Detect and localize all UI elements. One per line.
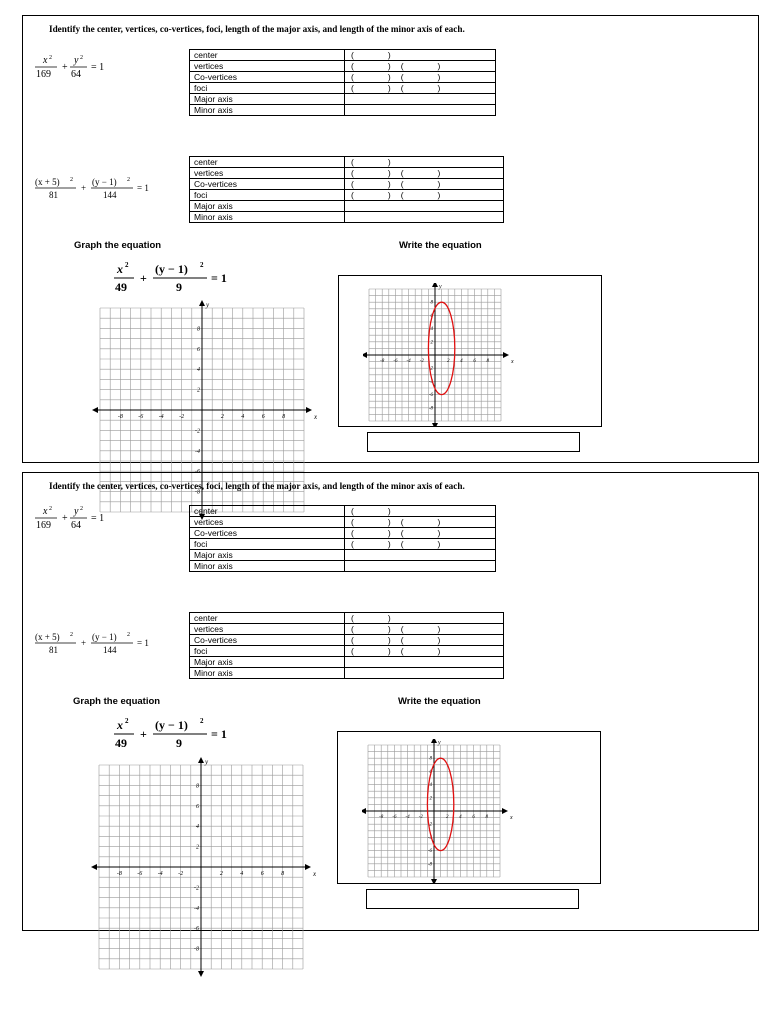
svg-text:y: y (74, 506, 79, 517)
equation-1 (35, 52, 125, 86)
cell-answer[interactable]: ( ) (345, 157, 504, 168)
eq2-den-a: 81 (49, 190, 58, 200)
x-axis-arrow (92, 407, 98, 413)
x-tick-label: 8 (486, 359, 490, 364)
eq2-den-b: 144 (103, 190, 117, 200)
svg-text:2: 2 (49, 506, 52, 512)
y-tick-label: 4 (430, 327, 433, 333)
x-tick-label: 6 (472, 815, 475, 820)
eq3-exp-a: 2 (125, 261, 129, 269)
table-row-vertices: vertices ( ) ( ) (190, 61, 496, 72)
x-tick-label: 2 (446, 359, 450, 364)
cell-answer[interactable] (345, 561, 496, 572)
cell-answer[interactable]: ( ) ( ) (345, 61, 496, 72)
svg-text:9: 9 (176, 736, 182, 750)
x-tick-label: -4 (406, 359, 411, 364)
cell-answer[interactable]: ( ) ( ) (345, 517, 496, 528)
x-tick-label: 6 (261, 414, 265, 420)
y-tick-label: -4 (428, 379, 433, 385)
svg-text:= 1: = 1 (137, 638, 149, 648)
y-tick-label: -8 (194, 946, 199, 953)
equation-2-formula (35, 176, 165, 206)
y-tick-label: 6 (197, 346, 200, 353)
eq1-num-b: y (74, 55, 79, 66)
x-tick-label: -2 (179, 414, 185, 420)
svg-text:64: 64 (71, 520, 81, 531)
equation-1-formula (35, 52, 125, 86)
x-tick-label: -6 (137, 871, 143, 877)
svg-text:(x + 5): (x + 5) (35, 632, 60, 642)
y-tick-label: 2 (429, 796, 432, 802)
x-tick-label: -4 (405, 815, 410, 820)
eq3-rhs: = 1 (211, 271, 227, 285)
y-tick-label: 4 (196, 824, 199, 831)
x-tick-label: -2 (178, 871, 184, 877)
x-tick-label: -4 (157, 871, 163, 877)
svg-text:2: 2 (125, 717, 129, 725)
cell-answer[interactable]: ( ) (345, 506, 496, 517)
eq2-rhs: = 1 (137, 183, 149, 193)
table-row-major-axis: Major axis (190, 94, 496, 105)
svg-text:+: + (81, 638, 87, 648)
table-row-minor-axis: Minor axis (190, 105, 496, 116)
x-tick-label: 4 (459, 815, 462, 820)
x-axis-arrow (362, 808, 366, 814)
y-tick-label: -4 (194, 905, 199, 912)
x-tick-label: -2 (419, 359, 424, 364)
x-axis-label: x (314, 413, 318, 421)
eq2-plus: + (81, 183, 87, 193)
cell-answer[interactable] (345, 657, 504, 668)
eq1-exp-b: 2 (80, 55, 83, 61)
graph-heading: Graph the equation (74, 240, 162, 251)
eq2-num-a: (x + 5) (35, 177, 60, 187)
ellipse-graph-frame (338, 275, 602, 427)
table-row-foci: foci ( ) ( ) (190, 190, 504, 201)
table-row-minor-axis: Minor axis (190, 561, 496, 572)
y-tick-label: 8 (429, 756, 432, 762)
x-tick-label: 6 (473, 359, 476, 364)
y-axis-label: y (439, 284, 442, 290)
y-tick-label: -4 (195, 448, 200, 455)
equation-3 (114, 261, 254, 297)
equation-1-formula (35, 503, 125, 537)
y-axis-label: y (206, 301, 210, 309)
svg-text:(y − 1): (y − 1) (92, 632, 117, 642)
x-tick-label: 2 (220, 414, 224, 420)
x-tick-label: -6 (138, 414, 144, 420)
y-tick-label: 6 (430, 313, 433, 319)
svg-text:(y − 1): (y − 1) (155, 718, 188, 732)
cell-answer[interactable] (345, 668, 504, 679)
x-axis-arrow (305, 864, 311, 870)
write-heading: Write the equation (399, 240, 482, 251)
x-tick-label: -8 (380, 359, 385, 364)
eq3-num-a: x (117, 262, 123, 276)
y-tick-label: -2 (195, 428, 200, 435)
eq1-rhs: = 1 (91, 62, 105, 73)
equation-3-formula (114, 717, 254, 753)
table-row-major-axis: Major axis (190, 550, 496, 561)
y-tick-label: -8 (195, 489, 200, 496)
x-tick-label: -8 (116, 871, 122, 877)
table-row-major-axis: Major axis (190, 201, 504, 212)
y-tick-label: 8 (196, 783, 199, 790)
equation-2-formula (35, 631, 165, 661)
cell-answer[interactable]: ( ) ( ) (345, 646, 504, 657)
table-eq2 (189, 612, 504, 679)
cell-answer[interactable]: ( ) ( ) (345, 83, 496, 94)
equation-answer-box[interactable] (366, 889, 579, 909)
y-tick-label: -8 (428, 406, 433, 412)
eq1-plus: + (62, 62, 68, 73)
x-axis-label: x (511, 359, 514, 365)
x-tick-label: 4 (241, 414, 245, 420)
y-tick-label: -2 (194, 885, 199, 892)
cell-label: center (190, 50, 345, 61)
cell-answer[interactable] (345, 212, 504, 223)
svg-text:= 1: = 1 (211, 727, 227, 741)
y-tick-label: -6 (195, 469, 200, 476)
table-eq1 (189, 49, 496, 116)
y-axis-arrow (198, 971, 204, 977)
y-tick-label: 4 (197, 367, 200, 374)
worksheet-1 (22, 15, 759, 496)
x-tick-label: 2 (219, 871, 223, 877)
y-axis-arrow (198, 757, 204, 763)
svg-text:x: x (43, 506, 48, 517)
equation-2 (35, 631, 165, 661)
x-tick-label: -8 (379, 815, 384, 820)
x-tick-label: -8 (117, 414, 123, 420)
cell-answer[interactable]: ( ) (345, 50, 496, 61)
worksheet-2 (22, 472, 759, 953)
equation-2 (35, 176, 165, 206)
eq1-den-b: 64 (71, 69, 81, 80)
table-eq2 (189, 156, 504, 223)
x-tick-label: 2 (445, 815, 449, 820)
x-axis-arrow (306, 407, 312, 413)
coordinate-grid (91, 757, 325, 977)
y-tick-label: -6 (194, 926, 199, 933)
eq3-plus: + (140, 271, 147, 285)
table-row-foci: foci ( ) ( ) (190, 539, 496, 550)
y-tick-label: -6 (427, 849, 432, 855)
eq1-num-a: x (43, 55, 48, 66)
x-tick-label: -4 (158, 414, 164, 420)
cell-answer[interactable]: ( ) ( ) (345, 72, 496, 83)
cell-answer[interactable]: ( ) ( ) (345, 539, 496, 550)
table-row-vertices: vertices ( ) ( ) (190, 624, 504, 635)
svg-text:2: 2 (127, 632, 130, 638)
y-tick-label: -2 (427, 822, 432, 828)
svg-text:+: + (140, 727, 147, 741)
y-tick-label: 8 (197, 326, 200, 333)
y-axis-label: y (438, 740, 441, 746)
table-row-vertices: vertices ( ) ( ) (190, 517, 496, 528)
table-row-center: center ( ) (190, 157, 504, 168)
eq2-num-b: (y − 1) (92, 177, 117, 187)
y-axis-arrow (432, 423, 438, 427)
y-tick-label: 2 (430, 340, 433, 346)
svg-text:x: x (117, 718, 123, 732)
table-row-co-vertices: Co-vertices ( ) ( ) (190, 179, 504, 190)
svg-text:81: 81 (49, 645, 58, 655)
graph-heading: Graph the equation (73, 696, 161, 707)
cell-answer[interactable] (345, 201, 504, 212)
x-axis-label: x (510, 815, 513, 821)
table-row-co-vertices: Co-vertices ( ) ( ) (190, 72, 496, 83)
y-axis-label: y (205, 758, 209, 766)
svg-text:2: 2 (200, 717, 204, 725)
blank-graph[interactable] (91, 757, 325, 977)
svg-text:144: 144 (103, 645, 117, 655)
eq3-den-a: 49 (115, 280, 127, 294)
table-row-center: center ( ) (190, 506, 496, 517)
table-row-minor-axis: Minor axis (190, 668, 504, 679)
cell-answer[interactable]: ( ) ( ) (345, 190, 504, 201)
svg-text:49: 49 (115, 736, 127, 750)
coordinate-grid (363, 283, 521, 427)
x-axis-label: x (313, 870, 317, 878)
table-row-minor-axis: Minor axis (190, 212, 504, 223)
y-tick-label: 4 (429, 783, 432, 789)
equation-1 (35, 503, 125, 537)
table-row-co-vertices: Co-vertices ( ) ( ) (190, 528, 496, 539)
cell-answer[interactable]: ( ) ( ) (345, 635, 504, 646)
x-tick-label: 8 (485, 815, 489, 820)
table-row-center (190, 50, 496, 61)
cell-answer[interactable]: ( ) ( ) (345, 168, 504, 179)
worksheet-title: Identify the center, vertices, co-vertices, foci, length of the major axis, and length of the minor axis of each. (49, 24, 465, 34)
coordinate-grid (362, 739, 520, 883)
eq3-den-b: 9 (176, 280, 182, 294)
cell-answer[interactable] (345, 550, 496, 561)
x-axis-arrow (502, 808, 508, 814)
x-axis-arrow (503, 352, 509, 358)
y-tick-label: 8 (430, 300, 433, 306)
cell-answer[interactable]: ( ) ( ) (345, 624, 504, 635)
x-tick-label: 8 (281, 871, 285, 877)
ellipse-graph (363, 283, 521, 427)
x-tick-label: -6 (392, 815, 397, 820)
x-axis-arrow (91, 864, 97, 870)
y-tick-label: 2 (197, 387, 200, 394)
table-row-co-vertices: Co-vertices ( ) ( ) (190, 635, 504, 646)
table-row-foci: foci ( ) ( ) (190, 83, 496, 94)
y-axis-arrow (431, 739, 437, 743)
x-tick-label: -6 (393, 359, 398, 364)
svg-text:= 1: = 1 (91, 513, 105, 524)
cell-answer[interactable] (345, 105, 496, 116)
y-tick-label: -6 (428, 393, 433, 399)
y-tick-label: -2 (428, 366, 433, 372)
eq1-den-a: 169 (36, 69, 51, 80)
x-tick-label: -2 (418, 815, 423, 820)
eq2-exp-a: 2 (70, 177, 73, 183)
table-eq1 (189, 505, 496, 572)
eq3-num-b: (y − 1) (155, 262, 188, 276)
x-axis-arrow (363, 352, 367, 358)
y-axis-arrow (431, 879, 437, 883)
svg-text:+: + (62, 513, 68, 524)
y-tick-label: 6 (196, 803, 199, 810)
y-tick-label: -8 (427, 862, 432, 868)
ellipse-graph (362, 739, 520, 883)
table-row-foci: foci ( ) ( ) (190, 646, 504, 657)
eq3-exp-b: 2 (200, 261, 204, 269)
cell-answer[interactable]: ( ) (345, 613, 504, 624)
svg-text:169: 169 (36, 520, 51, 531)
y-axis-arrow (432, 283, 438, 287)
eq2-exp-b: 2 (127, 177, 130, 183)
svg-text:2: 2 (80, 506, 83, 512)
svg-text:2: 2 (70, 632, 73, 638)
equation-3 (114, 717, 254, 753)
cell-answer[interactable]: ( ) ( ) (345, 528, 496, 539)
x-tick-label: 4 (460, 359, 463, 364)
x-tick-label: 8 (282, 414, 286, 420)
write-heading: Write the equation (398, 696, 481, 707)
y-tick-label: -4 (427, 835, 432, 841)
worksheet-title: Identify the center, vertices, co-vertices, foci, length of the major axis, and length of the minor axis of each. (49, 481, 465, 491)
y-tick-label: 2 (196, 844, 199, 851)
y-tick-label: 6 (429, 769, 432, 775)
equation-answer-box[interactable] (367, 432, 580, 452)
table-row-major-axis: Major axis (190, 657, 504, 668)
table-row-center: center ( ) (190, 613, 504, 624)
table-row-vertices: vertices ( ) ( ) (190, 168, 504, 179)
x-tick-label: 6 (260, 871, 264, 877)
cell-answer[interactable]: ( ) ( ) (345, 179, 504, 190)
eq1-exp-a: 2 (49, 55, 52, 61)
y-axis-arrow (199, 300, 205, 306)
cell-answer[interactable] (345, 94, 496, 105)
equation-3-formula (114, 261, 254, 297)
ellipse-graph-frame (337, 731, 601, 884)
x-tick-label: 4 (240, 871, 244, 877)
